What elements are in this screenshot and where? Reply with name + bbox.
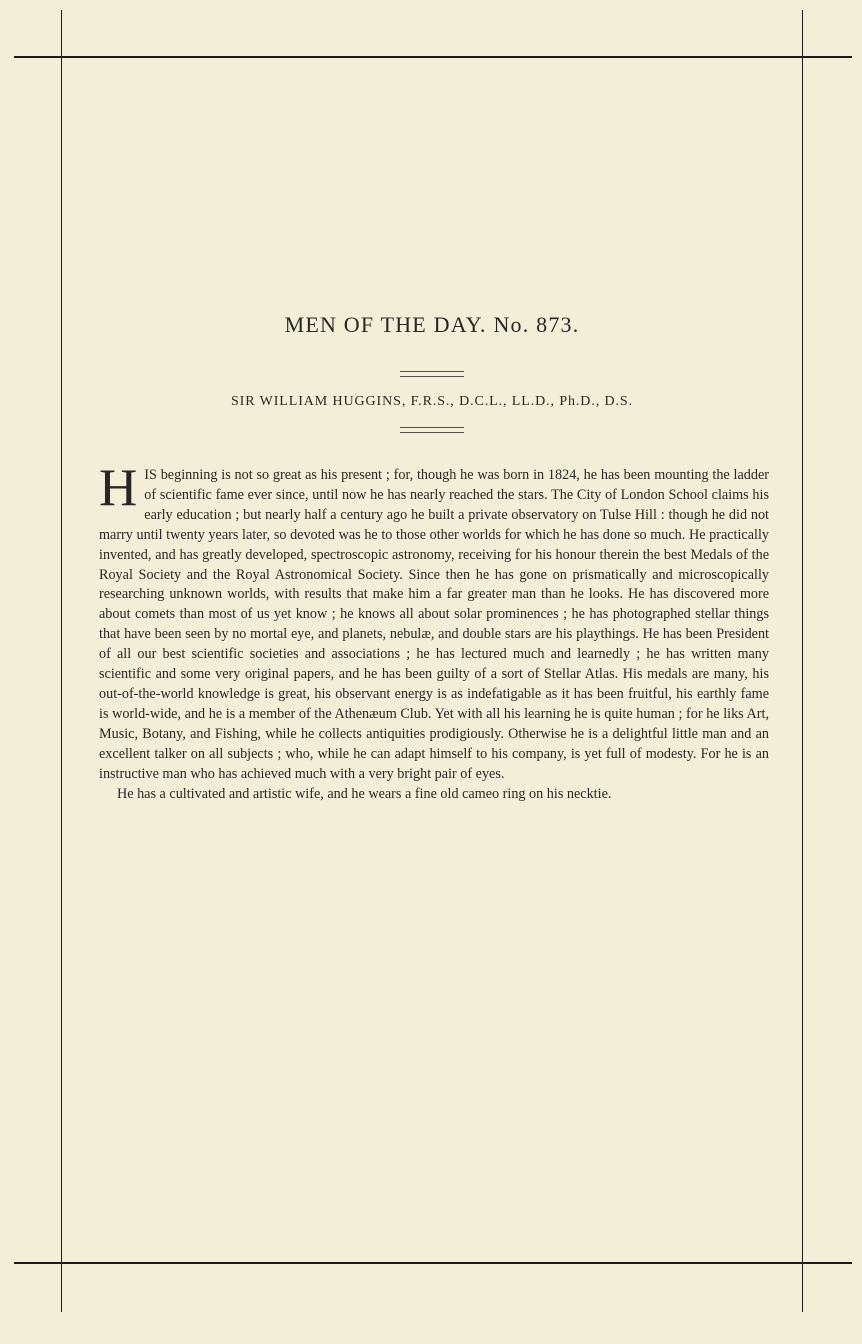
article-paragraph-2: He has a cultivated and artistic wife, and he wears a fine old cameo ring on his necktie. [117,785,612,802]
bottom-border-rule [14,1262,852,1264]
page-subtitle: SIR WILLIAM HUGGINS, F.R.S., D.C.L., LL.D., Ph.D., D.S. [230,394,634,409]
subtitle-ornament-rule [400,427,464,433]
paragraph-1-text: IS beginning is not so great as his present ; for, though he was born in 1824, he has been mounting the ladder of scientific fame ever since, until now he has nearly reached the stars. The City of London School claims his early education ; but nearly half a century ago he built a private observatory on Tulse Hill : though he did not marry until twenty years later, so devoted was he to those other worlds for which he has done so much. He practically invented, and has greatly developed, spectroscopic astronomy, receiving for his honour therein the best Medals of the Royal Society and the Royal Astronomical Society. Since then he has gone on prismatically and microscopically researching unknown worlds, with results that make him a far greater man than he looks. He has discovered more about comets than most of us yet know ; he knows all about solar prominences ; he has photographed stellar things that have been seen by no mortal eye, and planets, nebulæ, and double stars are his playthings. He has been President of all our best scientific societies and associations ; he has lectured much and learnedly ; he has written many scientific and some very original papers, and he has been guilty of a sort of Stellar Atlas. His medals are many, his out-of-the-world knowledge is great, his observant energy is as indefatigable as it has been fruitful, his earthly fame is world-wide, and he is a member of the Athenæum Club. Yet with all his learning he is quite human ; for he liks Art, Music, Botany, and Fishing, while he collects antiquities prodigiously. Otherwise he is a delightful little man and an excellent talker on all subjects ; who, while he can adapt himself to his company, is yet full of modesty. For he is an instructive man who has achieved much with a very bright pair of eyes. [99,467,769,782]
right-border-rule [802,10,803,1312]
top-border-rule [14,56,852,58]
page-title: MEN OF THE DAY. No. 873. [284,312,580,337]
title-ornament-rule [400,371,464,377]
drop-cap: H [99,459,138,517]
article-body [99,459,769,804]
left-border-rule [61,10,62,1312]
article-paragraph-1 [99,459,769,785]
